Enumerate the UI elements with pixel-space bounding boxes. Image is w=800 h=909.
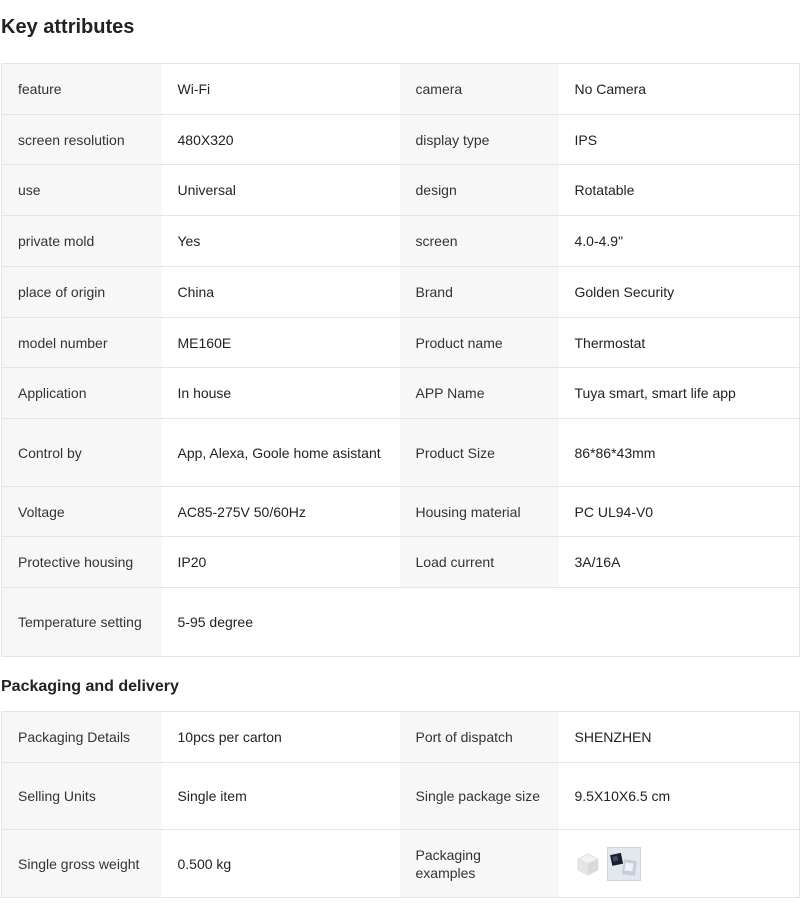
table-row [2, 763, 800, 830]
attr-key: Temperature setting [2, 588, 162, 657]
attr-key: Application [2, 368, 162, 419]
attr-value: 4.0-4.9" [559, 216, 800, 267]
table-row [2, 537, 800, 588]
key-attributes-title: Key attributes [1, 16, 135, 38]
attr-key: Voltage [2, 487, 162, 537]
attr-value: In house [162, 368, 400, 419]
attr-value: IPS [559, 115, 800, 165]
attr-value: IP20 [162, 537, 400, 588]
attr-value: Thermostat [559, 318, 800, 368]
attr-key: Port of dispatch [400, 712, 559, 763]
table-row [2, 216, 800, 267]
attr-key: camera [400, 64, 559, 115]
attr-key: Product Size [400, 419, 559, 487]
attr-key: model number [2, 318, 162, 368]
attr-key: Housing material [400, 487, 559, 537]
package-photo-thumbnail[interactable] [607, 847, 641, 881]
attr-key: Packaging examples [400, 830, 559, 898]
attr-value: Wi-Fi [162, 64, 400, 115]
attr-value: PC UL94-V0 [559, 487, 800, 537]
attr-key: Protective housing [2, 537, 162, 588]
empty-cell [559, 588, 800, 657]
table-row [2, 830, 800, 898]
attr-key: Control by [2, 419, 162, 487]
attr-value: AC85-275V 50/60Hz [162, 487, 400, 537]
attr-value: Golden Security [559, 267, 800, 318]
attr-key: design [400, 165, 559, 216]
packaging-table [1, 711, 800, 898]
attr-key: screen [400, 216, 559, 267]
attr-key: Single gross weight [2, 830, 162, 898]
table-row [2, 419, 800, 487]
package-cube-thumbnail[interactable] [575, 851, 601, 877]
attr-value: Rotatable [559, 165, 800, 216]
attr-value: 3A/16A [559, 537, 800, 588]
attr-key: APP Name [400, 368, 559, 419]
attr-value: 10pcs per carton [162, 712, 400, 763]
attr-value: ME160E [162, 318, 400, 368]
attr-value: 9.5X10X6.5 cm [559, 763, 800, 830]
attr-value: Yes [162, 216, 400, 267]
table-row [2, 368, 800, 419]
attr-value: 480X320 [162, 115, 400, 165]
packaging-title: Packaging and delivery [1, 678, 179, 695]
attr-key: Brand [400, 267, 559, 318]
attr-value: 0.500 kg [162, 830, 400, 898]
empty-cell [400, 588, 559, 657]
attr-value: Single item [162, 763, 400, 830]
attr-key: Packaging Details [2, 712, 162, 763]
attr-key: place of origin [2, 267, 162, 318]
attr-key: Single package size [400, 763, 559, 830]
key-attributes-table [1, 63, 800, 657]
table-row [2, 115, 800, 165]
attr-key: Load current [400, 537, 559, 588]
attr-key: feature [2, 64, 162, 115]
attr-value: Tuya smart, smart life app [559, 368, 800, 419]
table-row [2, 588, 800, 657]
table-row [2, 318, 800, 368]
table-row [2, 487, 800, 537]
attr-key: display type [400, 115, 559, 165]
attr-key: Selling Units [2, 763, 162, 830]
packaging-examples [559, 830, 800, 898]
attr-key: Product name [400, 318, 559, 368]
table-row [2, 165, 800, 216]
attr-value: China [162, 267, 400, 318]
attr-key: private mold [2, 216, 162, 267]
attr-value: SHENZHEN [559, 712, 800, 763]
attr-value: No Camera [559, 64, 800, 115]
attr-key: screen resolution [2, 115, 162, 165]
attr-value: App, Alexa, Goole home asistant [162, 419, 400, 487]
attr-value: 86*86*43mm [559, 419, 800, 487]
attr-key: use [2, 165, 162, 216]
table-row [2, 64, 800, 115]
attr-value: Universal [162, 165, 400, 216]
table-row [2, 712, 800, 763]
table-row [2, 267, 800, 318]
attr-value: 5-95 degree [162, 588, 400, 657]
